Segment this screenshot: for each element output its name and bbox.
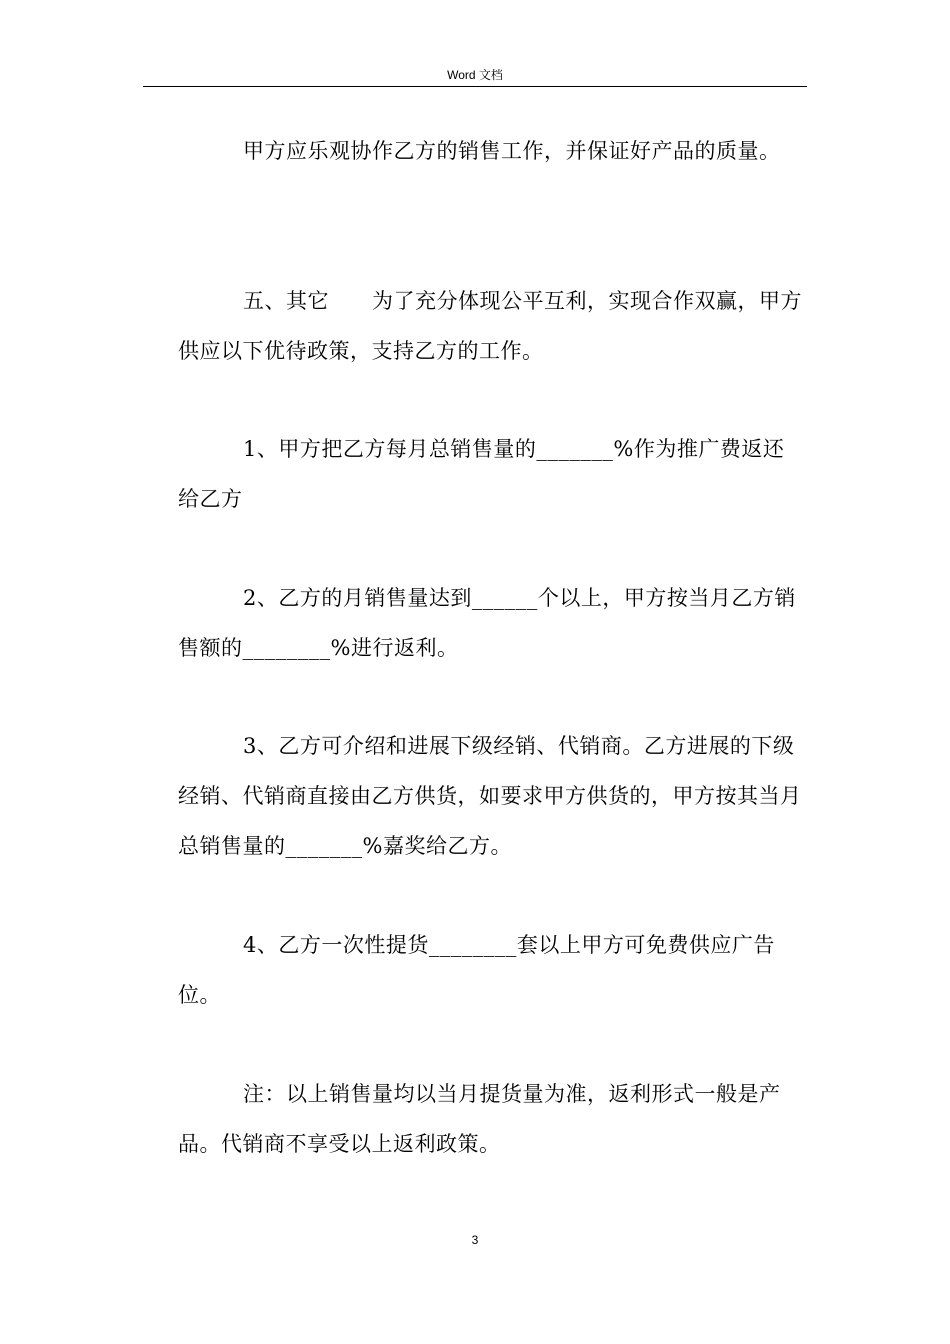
paragraph-item-1: 1、甲方把乙方每月总销售量的_______%作为推广费返还给乙方 [178,437,785,511]
paragraph-other-section: 五、其它 为了充分体现公平互利，实现合作双赢，甲方供应以下优待政策，支持乙方的工作。 [178,289,802,363]
header-divider [143,86,807,87]
paragraph-note: 注：以上销售量均以当月提货量为准，返利形式一般是产品。代销商不享受以上返利政策。 [178,1082,781,1156]
page-header: Word 文档 [447,68,503,82]
page-number: 3 [471,1233,479,1247]
paragraph-item-2: 2、乙方的月销售量达到______个以上，甲方按当月乙方销售额的________%进行返利。 [178,586,796,660]
paragraph-quality: 甲方应乐观协作乙方的销售工作，并保证好产品的质量。 [243,139,781,163]
paragraph-item-4: 4、乙方一次性提货________套以上甲方可免费供应广告位。 [178,933,775,1007]
paragraph-item-3: 3、乙方可介绍和进展下级经销、代销商。乙方进展的下级经销、代销商直接由乙方供货，如要求甲方供货的，甲方按其当月总销售量的_______%嘉奖给乙方。 [178,734,802,858]
